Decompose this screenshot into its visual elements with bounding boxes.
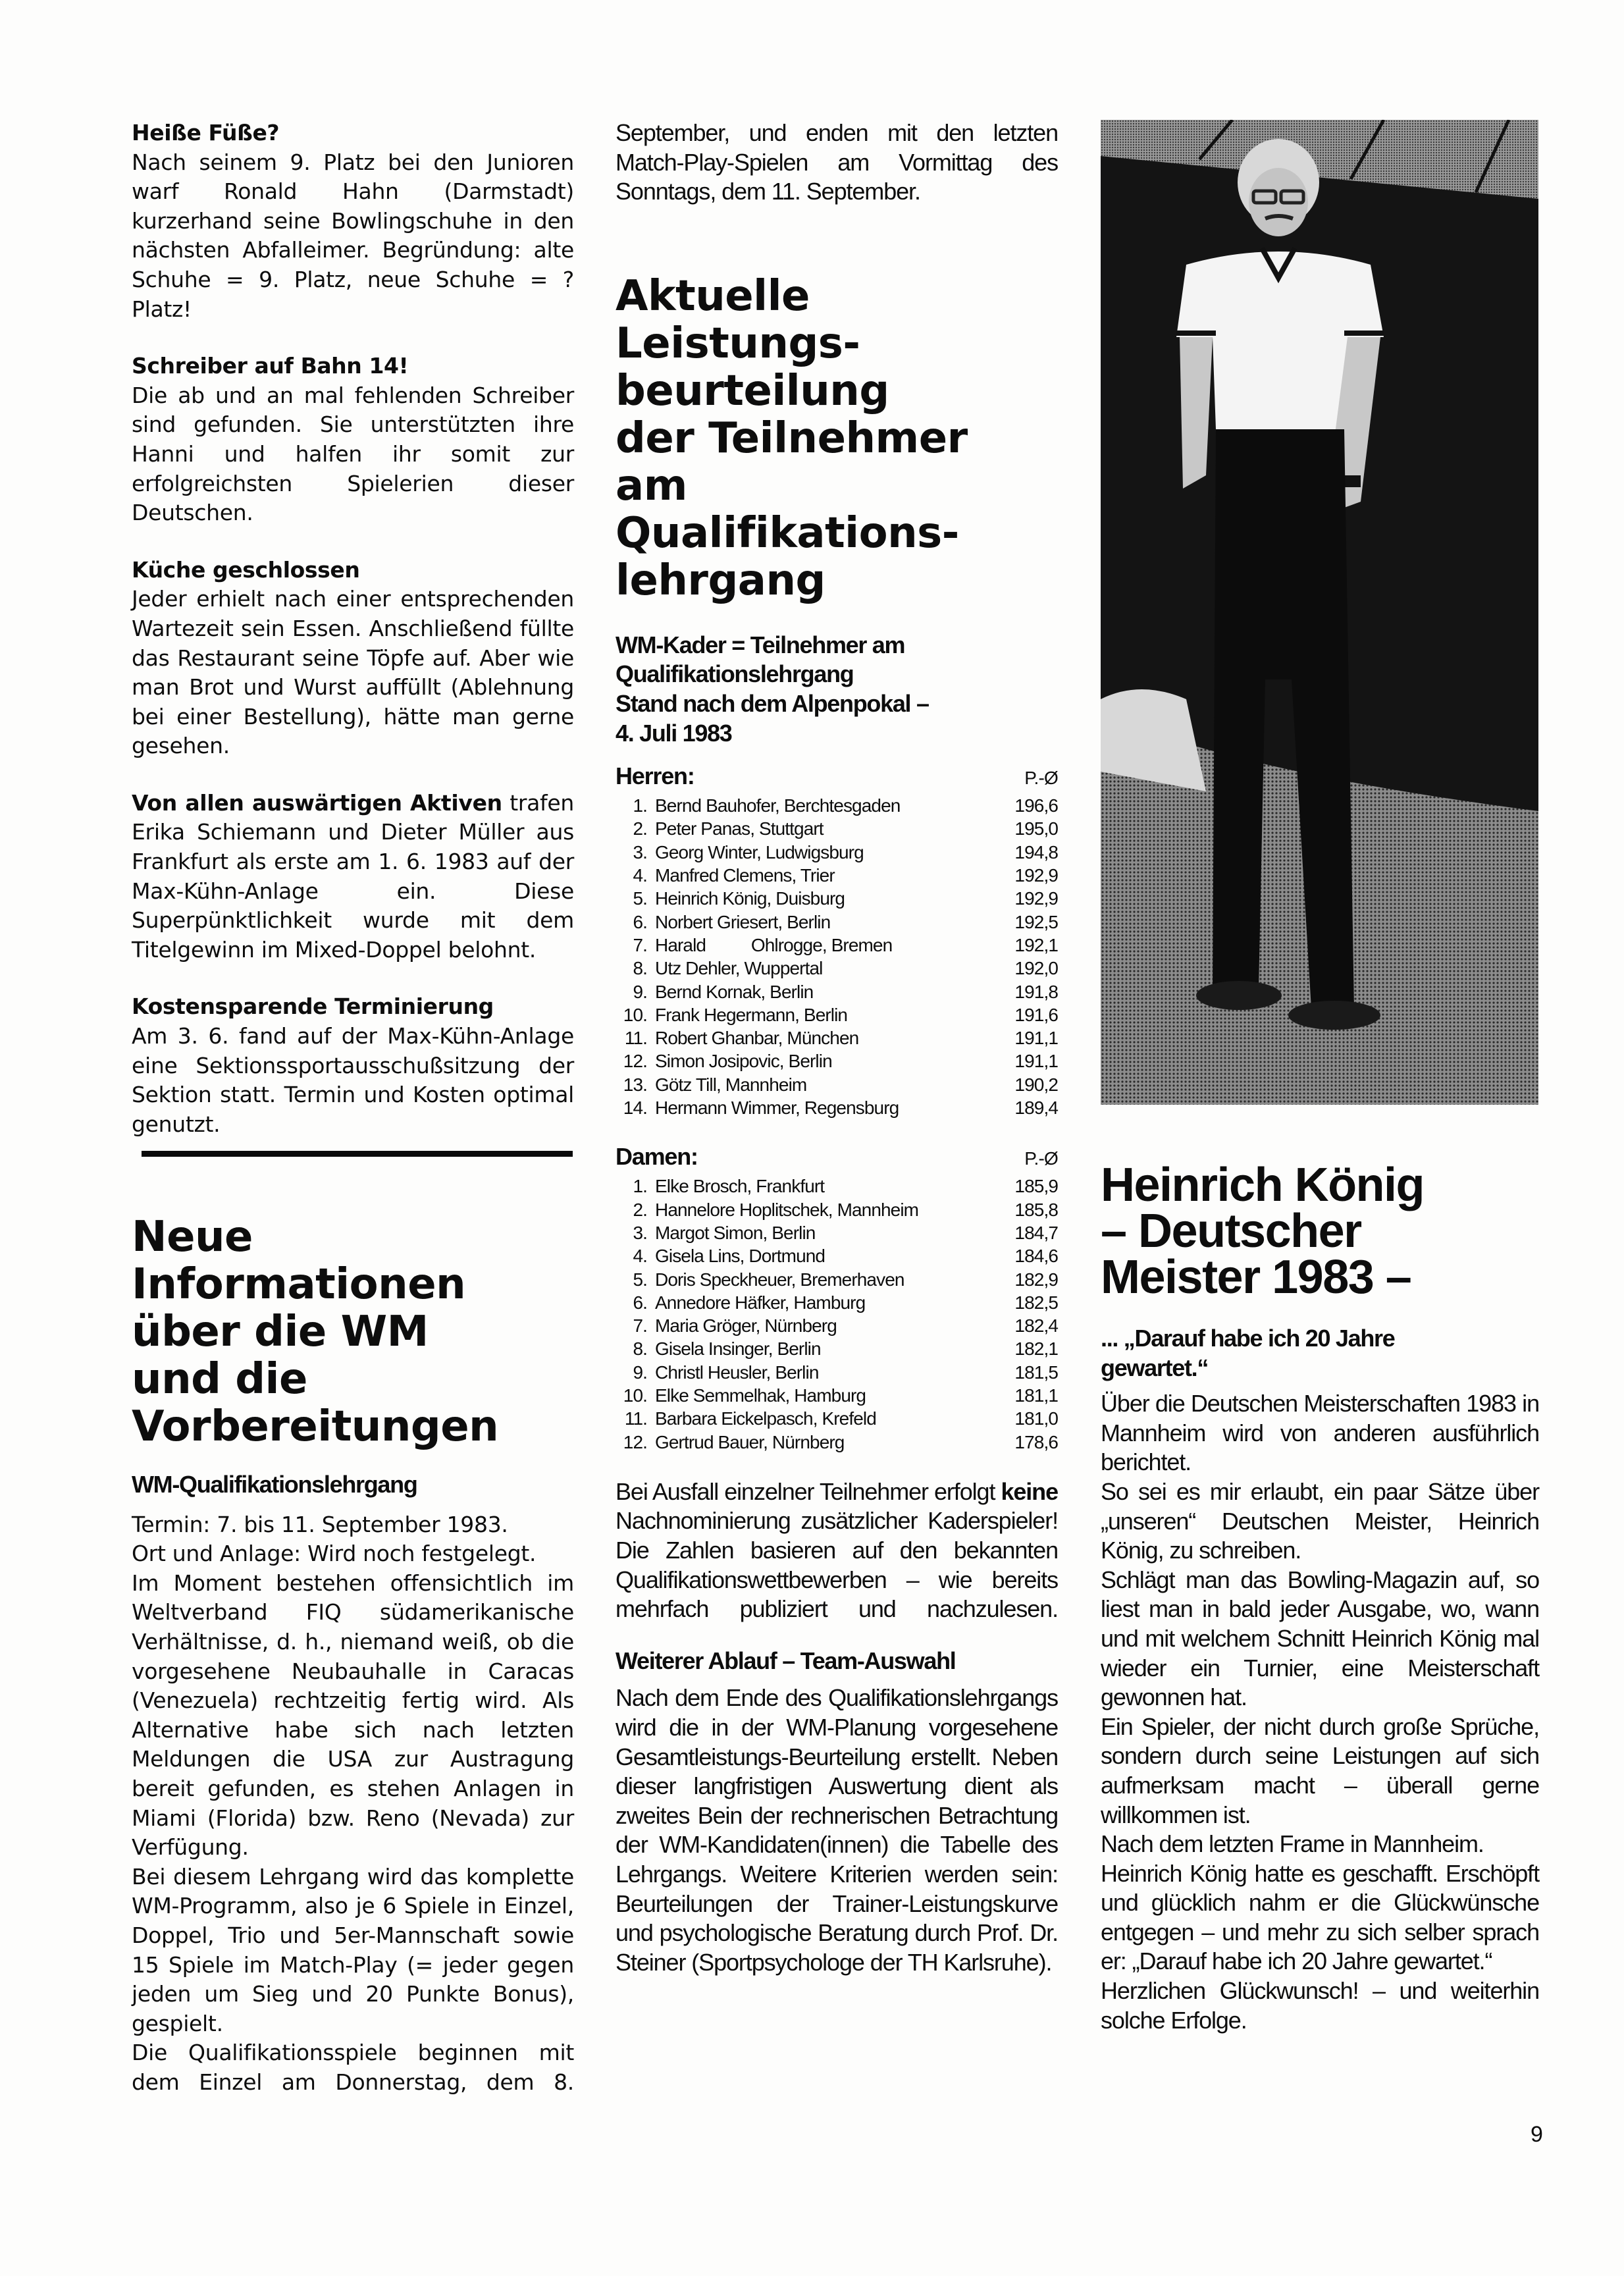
cell-score: 192,9: [1014, 888, 1058, 909]
note-text: trafen Erika Schiemann und Dieter Müller aus Frankfurt als erste am 1. 6. 1983 auf der Max-Kühn-Anlage ein. Diese Superpünktlichkeit wurde mit dem Titelgewinn im Mixed-Doppel belohnt.: [132, 789, 574, 963]
cell-name: Margot Simon, Berlin: [655, 1222, 816, 1243]
cell-score: 196,6: [1014, 795, 1058, 816]
leistung-headline: [616, 273, 1058, 604]
headline-line: Aktuelle: [616, 271, 810, 321]
cell-name: Bernd Bauhofer, Berchtesgaden: [655, 795, 901, 816]
cell-name: Doris Speckheuer, Bremerhaven: [655, 1269, 904, 1290]
note-terminierung: [132, 992, 574, 1139]
headline-line: Leistungs-: [616, 319, 860, 368]
wm-article: [132, 1213, 574, 2097]
column-unit: P.-Ø: [1024, 1148, 1058, 1169]
cell-score: 182,9: [1014, 1269, 1058, 1290]
cell-score: 182,5: [1014, 1292, 1058, 1313]
cell-rank: 12.: [623, 1051, 647, 1072]
cell-score: 192,5: [1014, 911, 1058, 932]
cell-score: 191,1: [1014, 1051, 1058, 1072]
note-text: Nachnominierung zusätzlicher Kaderspieler! Die Zahlen basieren auf den bekannten Qualifikationswettbewerben – wie bereits mehrfach publiziert und nachzulesen.: [616, 1507, 1058, 1623]
table-row: [616, 1268, 1058, 1291]
cell-name: Elke Semmelhak, Hamburg: [655, 1385, 866, 1406]
cell-score: 185,8: [1014, 1199, 1058, 1220]
left-column: [132, 119, 574, 1167]
table-row: [616, 1431, 1058, 1454]
note-body: Am 3. 6. fand auf der Max-Kühn-Anlage eine Sektionssportausschußsitzung der Sektion statt. Termin und Kosten optimal genutzt.: [132, 1023, 574, 1137]
cell-rank: 9.: [633, 981, 647, 1002]
table-row: [616, 1337, 1058, 1360]
table-row: [616, 911, 1058, 934]
cell-score: 184,6: [1014, 1246, 1058, 1267]
column-unit: P.-Ø: [1024, 768, 1058, 789]
cell-rank: 3.: [633, 1222, 647, 1243]
cell-rank: 14.: [623, 1098, 647, 1119]
cell-score: 191,6: [1014, 1004, 1058, 1025]
note-body: Nach seinem 9. Platz bei den Junioren warf Ronald Hahn (Darmstadt) kurzerhand seine Bowlingschuhe in den nächsten Abfalleimer. Begründung: alte Schuhe = 9. Platz, neue Schuhe = ? Platz!: [132, 149, 574, 322]
cell-name: Bernd Kornak, Berlin: [655, 981, 814, 1002]
headline-line: beurteilung: [616, 366, 889, 415]
table-row: [616, 1049, 1058, 1072]
koenig-article: [1101, 1159, 1539, 2035]
note-heading: Schreiber auf Bahn 14!: [132, 353, 409, 379]
cell-rank: 8.: [633, 958, 647, 979]
cell-name: Simon Josipovic, Berlin: [655, 1051, 832, 1072]
wm-subheading: WM-Qualifikationslehrgang: [132, 1471, 417, 1498]
cell-rank: 6.: [633, 911, 647, 932]
cell-name: Frank Hegermann, Berlin: [655, 1004, 848, 1025]
cell-rank: 11.: [624, 1028, 647, 1049]
cell-rank: 9.: [633, 1362, 647, 1383]
table-row: [616, 1291, 1058, 1314]
koenig-paragraph: Schlägt man das Bowling-Magazin auf, so liest man in bald jeder Ausgabe, wo, wann und mit welchem Schnitt Heinrich König mal wieder ein Turnier, eine Meisterschaft gewonnen hat.: [1101, 1566, 1539, 1711]
table-row: [616, 1384, 1058, 1407]
koenig-paragraph: Ein Spieler, der nicht durch große Sprüche, sondern durch seine Leistungen auf sich aufmerksam macht – überall gerne willkommen ist.: [1101, 1712, 1539, 1828]
cell-rank: 6.: [633, 1292, 647, 1313]
cell-name: Heinrich König, Duisburg: [655, 888, 845, 909]
cell-name: Hannelore Hoplitschek, Mannheim: [655, 1199, 919, 1220]
table-row: [616, 887, 1058, 910]
headline-line: Neue: [132, 1213, 253, 1261]
headline-line: Qualifikations-: [616, 508, 959, 558]
koenig-headline: [1101, 1159, 1539, 1304]
table-header: [616, 762, 1058, 790]
cell-name: Peter Panas, Stuttgart: [655, 818, 824, 839]
note-body: Die ab und an mal fehlenden Schreiber sind gefunden. Sie unterstützten ihre Hanni und halfen ihr somit zur erfolgreichsten Spielerien dieser Deutschen.: [132, 382, 574, 526]
table-row: [616, 1003, 1058, 1026]
cell-rank: 5.: [633, 888, 647, 909]
damen-table: [616, 1143, 1058, 1454]
cell-rank: 11.: [624, 1408, 647, 1429]
cell-score: 185,9: [1014, 1176, 1058, 1197]
cell-score: 181,1: [1014, 1385, 1058, 1406]
cell-score: 181,5: [1014, 1362, 1058, 1383]
next-steps-heading: Weiterer Ablauf – Team-Auswahl: [616, 1647, 956, 1674]
cell-rank: 4.: [633, 865, 647, 886]
kader-intro: [616, 631, 1058, 748]
cell-rank: 12.: [623, 1431, 647, 1452]
cell-score: 189,4: [1014, 1098, 1058, 1119]
table-row: [616, 1073, 1058, 1096]
koenig-paragraph: Nach dem letzten Frame in Mannheim.: [1101, 1830, 1484, 1858]
note-schreiber: [132, 352, 574, 528]
koenig-deck: [1101, 1324, 1539, 1383]
cell-score: 195,0: [1014, 818, 1058, 839]
herren-table: [616, 762, 1058, 1119]
wm-paragraph: Ort und Anlage: Wird noch festgelegt.: [132, 1541, 537, 1567]
cell-rank: 13.: [623, 1074, 647, 1095]
table-row: [616, 1361, 1058, 1384]
intro-line: WM-Kader = Teilnehmer am: [616, 631, 905, 658]
cell-rank: 2.: [633, 1199, 647, 1220]
koenig-paragraph: So sei es mir erlaubt, ein paar Sätze über „unseren“ Deutschen Meister, Heinrich König, zu schreiben.: [1101, 1477, 1539, 1564]
note-heading: Kostensparende Terminierung: [132, 993, 494, 1020]
headline-line: über die WM: [132, 1308, 429, 1356]
wm-continuation: September, und enden mit den letzten Match-Play-Spielen am Vormittag des Sonntags, dem 11. September.: [616, 119, 1058, 205]
cell-name: Hermann Wimmer, Regensburg: [655, 1098, 899, 1119]
cell-score: 184,7: [1014, 1222, 1058, 1243]
note-kueche: [132, 556, 574, 761]
cell-rank: 10.: [623, 1385, 647, 1406]
table-row: [616, 1407, 1058, 1430]
wm-paragraph: Termin: 7. bis 11. September 1983.: [132, 1511, 508, 1537]
cell-name: Robert Ghanbar, München: [655, 1028, 859, 1049]
cell-name: Gisela Insinger, Berlin: [655, 1338, 821, 1360]
cell-rank: 7.: [633, 1315, 647, 1336]
cell-rank: 1.: [633, 1176, 647, 1197]
table-row: [616, 1175, 1058, 1198]
table-title: Damen:: [616, 1143, 698, 1171]
middle-column: [616, 119, 1058, 1977]
note-emphasis: keine: [1001, 1477, 1058, 1505]
table-row: [616, 1198, 1058, 1221]
wm-paragraph: Im Moment bestehen offensichtlich im Weltverband FIQ südamerikanische Verhältnisse, d. h., niemand weiß, ob die vorgesehene Neubauhalle in Caracas (Venezuela) rechtzeitig fertig wird. Als Alternative habe sich nach letzten Meldungen die USA zur Austragung bereit gefunden, es stehen Anlagen in Miami (Florida) bzw. Reno (Nevada) zur Verfügung.: [132, 1570, 574, 1861]
table-row: [616, 817, 1058, 840]
table-body: [616, 1175, 1058, 1454]
headline-line: Vorbereitungen: [132, 1402, 499, 1451]
cell-score: 182,4: [1014, 1315, 1058, 1336]
note-heading: Heiße Füße?: [132, 120, 280, 146]
cell-name: Elke Brosch, Frankfurt: [655, 1176, 825, 1197]
cell-name: Manfred Clemens, Trier: [655, 865, 835, 886]
cell-rank: 3.: [633, 841, 647, 862]
headline-line: Informationen: [132, 1260, 466, 1309]
cell-name: Norbert Griesert, Berlin: [655, 911, 831, 932]
cell-score: 182,1: [1014, 1338, 1058, 1360]
wm-paragraph: Bei diesem Lehrgang wird das komplette WM-Programm, also je 6 Spiele in Einzel, Doppel, Trio und 5er-Mannschaft sowie 15 Spiele im Match-Play (= jeder gegen jeden um Sieg und 20 Punkte Bonus), gespielt.: [132, 1863, 574, 2036]
cell-name: Harald Ohlrogge, Bremen: [655, 934, 893, 955]
table-row: [616, 1221, 1058, 1244]
cell-name: Götz Till, Mannheim: [655, 1074, 807, 1095]
cell-name: Gertrud Bauer, Nürnberg: [655, 1431, 845, 1452]
table-row: [616, 864, 1058, 887]
table-row: [616, 934, 1058, 957]
table-row: [616, 980, 1058, 1003]
deck-line: gewartet.“: [1101, 1354, 1209, 1381]
table-header: [616, 1143, 1058, 1171]
cell-score: 192,1: [1014, 934, 1058, 955]
table-row: [616, 1026, 1058, 1049]
koenig-paragraph: Herzlichen Glückwunsch! – und weiterhin solche Erfolge.: [1101, 1977, 1539, 2034]
cell-score: 192,0: [1014, 958, 1058, 979]
koenig-paragraph: Heinrich König hatte es geschafft. Erschöpft und glücklich nahm er die Glückwünsche entgegen – und mehr zu sich selber sprach er: „Darauf habe ich 20 Jahre gewartet.“: [1101, 1859, 1539, 1975]
cell-score: 191,8: [1014, 981, 1058, 1002]
note-aktive: [132, 789, 574, 965]
cell-score: 194,8: [1014, 841, 1058, 862]
intro-line: 4. Juli 1983: [616, 719, 732, 747]
cell-rank: 5.: [633, 1269, 647, 1290]
cell-rank: 8.: [633, 1338, 647, 1360]
table-row: [616, 794, 1058, 817]
note-heading: Küche geschlossen: [132, 556, 360, 583]
headline-line: am: [616, 461, 687, 510]
table-body: [616, 794, 1058, 1119]
photo-heinrich-koenig: [1101, 120, 1538, 1105]
cell-rank: 2.: [633, 818, 647, 839]
cell-score: 190,2: [1014, 1074, 1058, 1095]
cell-rank: 7.: [633, 934, 647, 955]
headline-line: lehrgang: [616, 556, 825, 605]
cell-name: Barbara Eickelpasch, Krefeld: [655, 1408, 876, 1429]
headline-line: Meister 1983 –: [1101, 1251, 1411, 1304]
cell-name: Gisela Lins, Dortmund: [655, 1246, 825, 1267]
intro-line: Stand nach dem Alpenpokal –: [616, 689, 929, 717]
headline-line: der Teilnehmer: [616, 413, 968, 463]
deck-line: ... „Darauf habe ich 20 Jahre: [1101, 1325, 1395, 1352]
note-body: [132, 789, 574, 965]
bowler-photo-icon: [1101, 120, 1538, 1105]
table-row: [616, 1096, 1058, 1119]
cell-name: Georg Winter, Ludwigsburg: [655, 841, 864, 862]
table-row: [616, 1314, 1058, 1337]
cell-rank: 10.: [623, 1004, 647, 1025]
cell-rank: 4.: [633, 1246, 647, 1267]
table-row: [616, 957, 1058, 980]
cell-score: 191,1: [1014, 1028, 1058, 1049]
cell-name: Utz Dehler, Wuppertal: [655, 958, 823, 979]
cell-name: Annedore Häfker, Hamburg: [655, 1292, 866, 1313]
table-title: Herren:: [616, 762, 694, 790]
cell-name: Christl Heusler, Berlin: [655, 1362, 819, 1383]
headline-line: Heinrich König: [1101, 1159, 1425, 1211]
intro-line: Qualifikationslehrgang: [616, 660, 854, 688]
nomination-note: [616, 1477, 1058, 1624]
koenig-paragraph: Über die Deutschen Meisterschaften 1983 in Mannheim wird von anderen ausführlich berichtet.: [1101, 1390, 1539, 1476]
table-row: [616, 841, 1058, 864]
cell-rank: 1.: [633, 795, 647, 816]
page-number: 9: [1531, 2122, 1543, 2147]
wm-paragraph: Die Qualifikationsspiele beginnen mit dem Einzel am Donnerstag, dem 8.: [132, 2040, 574, 2095]
cell-name: Maria Gröger, Nürnberg: [655, 1315, 837, 1336]
section-divider: [142, 1151, 573, 1157]
headline-line: – Deutscher: [1101, 1205, 1361, 1257]
cell-score: 192,9: [1014, 865, 1058, 886]
next-steps-body: Nach dem Ende des Qualifikationslehrgangs wird die in der WM-Planung vorgesehene Gesamtleistungs-Beurteilung erstellt. Neben dieser langfristigen Auswertung dient als zweites Bein der rechnerischen Betrachtung der WM-Kandidaten(innen) die Tabelle des Lehrgangs. Weitere Kriterien werden sein: Beurteilungen der Trainer-Leistungskurve und psychologische Beratung durch Prof. Dr. Steiner (Sportpsychologe der TH Karlsruhe).: [616, 1684, 1058, 1976]
wm-headline: [132, 1213, 574, 1450]
table-row: [616, 1244, 1058, 1267]
note-heisse-fuesse: [132, 119, 574, 324]
cell-score: 178,6: [1014, 1431, 1058, 1452]
note-text: Bei Ausfall einzelner Teilnehmer erfolgt: [616, 1477, 1001, 1505]
note-inline-heading: Von allen auswärtigen Aktiven: [132, 789, 502, 816]
note-body: Jeder erhielt nach einer entsprechenden Wartezeit sein Essen. Anschließend füllte das Restaurant seine Töpfe auf. Aber wie man Brot und Wurst auffüllt (Ablehnung bei einer Bestellung), hätte man gerne gesehen.: [132, 586, 574, 759]
cell-score: 181,0: [1014, 1408, 1058, 1429]
headline-line: und die: [132, 1355, 307, 1404]
